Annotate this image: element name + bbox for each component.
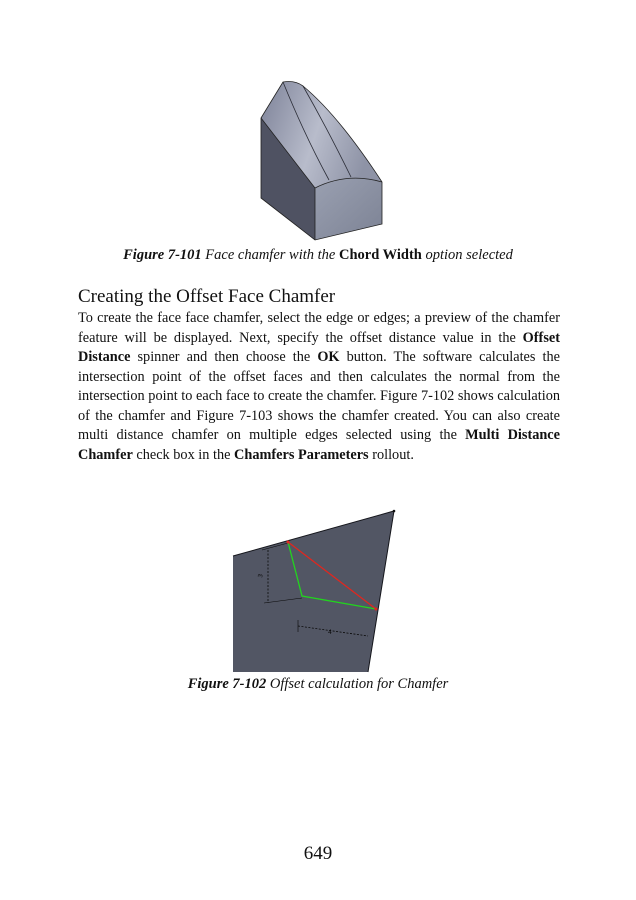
figure-7-101-caption-part1: Face chamfer with the <box>201 247 339 263</box>
para-bold-chamfers-parameters: Chamfers Parameters <box>234 446 369 463</box>
figure-7-101-label: Figure 7-101 <box>123 247 202 263</box>
face-vertex-top <box>393 510 396 513</box>
page-number: 649 <box>303 843 333 864</box>
para-text-1: To create the face face chamfer, select the edge or edges; a preview of the chamfer feature will be displayed. Next, specify the offset distance value in the <box>78 310 560 346</box>
figure-7-102-caption <box>0 676 636 693</box>
para-text-3: button. The software calculates the intersection point of the offset faces and then calculates the normal from the intersection point to each face to create the chamfer. Figure 7-102 shows calculation of the chamfer and Figure 7-103 shows the chamfer created. You can also create multi distance chamfer on multiple edges selected using the <box>78 349 560 443</box>
dim-vertical-label: 3 <box>257 573 265 579</box>
para-bold-multi-distance-chamfer: Multi Distance Chamfer <box>78 427 560 463</box>
chamfer-face-region <box>233 511 394 672</box>
para-bold-offset-distance: Offset Distance <box>78 329 560 365</box>
chamfer-point-right <box>375 608 378 611</box>
chamfer-point-top <box>287 541 290 544</box>
figure-7-101-caption-strong: Chord Width <box>338 247 422 263</box>
para-text-4: check box in the <box>132 446 235 463</box>
para-text-2: spinner and then choose the <box>130 349 318 365</box>
block-front-face <box>315 178 382 240</box>
figure-7-101-caption-part2: option selected <box>421 247 513 263</box>
face-chamfer-block-figure <box>255 76 385 241</box>
figure-7-102-caption-text: Offset calculation for Chamfer <box>266 676 449 692</box>
section-paragraph <box>78 309 560 465</box>
para-bold-ok: OK <box>317 349 340 365</box>
offset-calculation-figure <box>228 508 398 674</box>
section-heading: Creating the Offset Face Chamfer <box>78 286 336 307</box>
para-text-5: rollout. <box>368 446 414 463</box>
figure-7-101-caption <box>0 247 636 264</box>
dim-horizontal-label: 4 <box>328 629 332 636</box>
figure-7-102-label: Figure 7-102 <box>187 676 267 692</box>
